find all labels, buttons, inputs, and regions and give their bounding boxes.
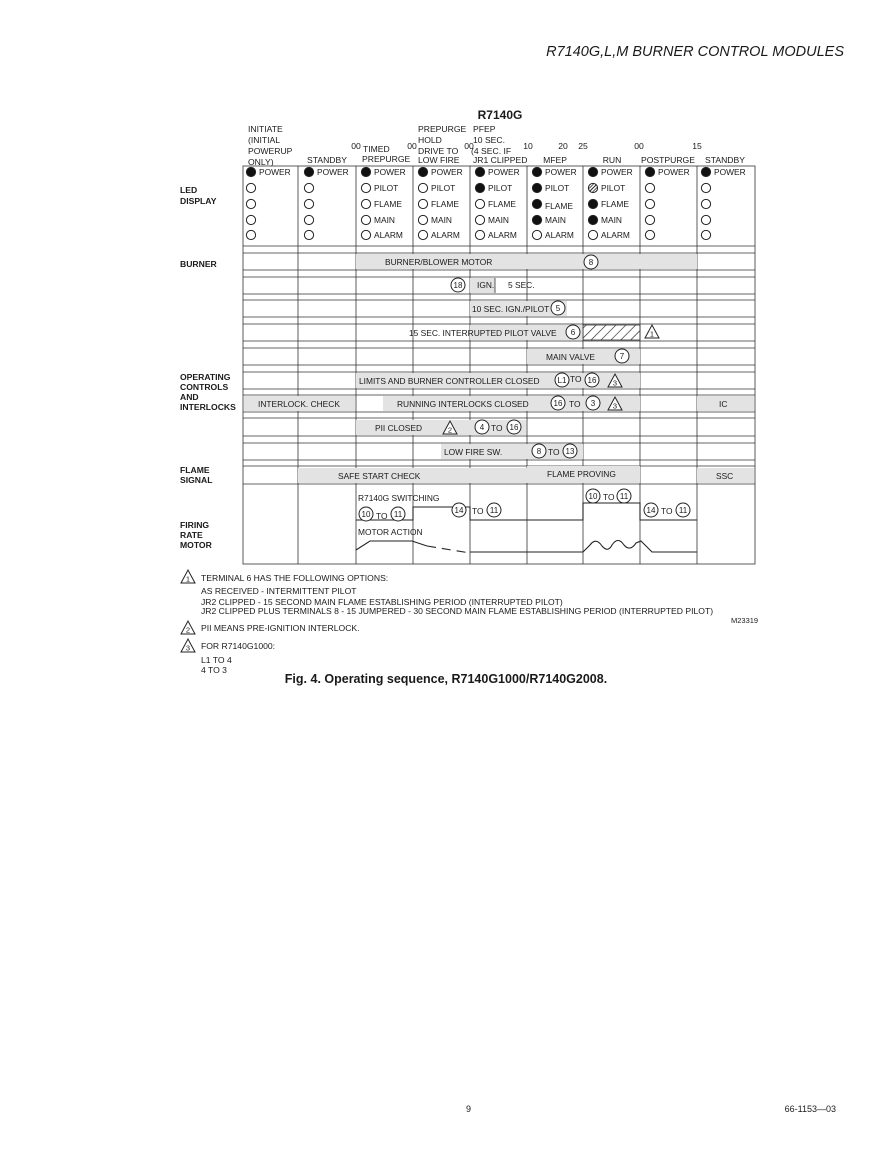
terminal-3: 3	[590, 399, 596, 408]
led-label-power: POWER	[488, 167, 520, 177]
led-label-main: MAIN	[431, 215, 452, 225]
led-alarm	[475, 230, 484, 239]
svg-text:TIMED: TIMED	[363, 144, 390, 154]
led-label-alarm: ALARM	[601, 230, 630, 240]
svg-text:PREPURGE: PREPURGE	[418, 124, 467, 134]
pii-closed-label: PII CLOSED	[375, 423, 423, 433]
led-power	[588, 167, 597, 176]
svg-text:AND: AND	[180, 392, 199, 402]
svg-text:DRIVE TO: DRIVE TO	[418, 146, 459, 156]
row-label-operating-controls	[180, 372, 236, 412]
svg-text:LED: LED	[180, 185, 198, 195]
terminal-14: 14	[646, 506, 656, 515]
led-label-flame: FLAME	[374, 199, 402, 209]
led-alarm	[532, 230, 541, 239]
led-main	[475, 215, 484, 224]
note-marker-3: 3	[185, 643, 191, 653]
led-flame	[304, 199, 313, 208]
led-power	[645, 167, 654, 176]
to-label: TO	[661, 506, 673, 516]
note-marker-1: 1	[649, 329, 655, 339]
note-marker-2: 2	[447, 425, 453, 435]
phase-header-run: RUN	[602, 155, 622, 165]
motor-action-dashed	[427, 546, 470, 553]
led-label-flame: FLAME	[431, 199, 459, 209]
phase-header-initiate	[248, 124, 293, 167]
phase-header-standby: STANDBY	[307, 155, 347, 165]
to-label: TO	[376, 511, 388, 521]
led-flame	[701, 199, 710, 208]
svg-text:MOTOR: MOTOR	[180, 540, 212, 550]
interlock-check-label: INTERLOCK. CHECK	[258, 399, 340, 409]
led-label-pilot: PILOT	[601, 183, 626, 193]
led-main	[532, 215, 541, 224]
led-pilot	[532, 183, 541, 192]
led-label-power: POWER	[714, 167, 746, 177]
terminal-11: 11	[489, 506, 499, 515]
page-number: 9	[466, 1104, 472, 1114]
svg-text:00: 00	[351, 141, 361, 151]
led-label-flame: FLAME	[545, 201, 573, 211]
terminal-8: 8	[588, 258, 594, 267]
terminal-8: 8	[536, 447, 542, 456]
led-label-power: POWER	[374, 167, 406, 177]
svg-text:10 SEC.: 10 SEC.	[473, 135, 506, 145]
led-pilot	[361, 183, 370, 192]
phase-header-timed-prepurge	[362, 144, 410, 164]
int-pilot-label: 15 SEC. INTERRUPTED PILOT VALVE	[409, 328, 557, 338]
main-valve-label: MAIN VALVE	[546, 352, 596, 362]
led-flame	[532, 199, 541, 208]
terminal-18: 18	[453, 281, 463, 290]
led-alarm	[246, 230, 255, 239]
led-label-alarm: ALARM	[545, 230, 574, 240]
terminal-7: 7	[619, 352, 625, 361]
svg-text:00: 00	[407, 141, 417, 151]
led-flame	[475, 199, 484, 208]
svg-text:FOR R7140G1000:: FOR R7140G1000:	[201, 641, 276, 651]
ic-label: IC	[719, 399, 728, 409]
motor-action-label: MOTOR ACTION	[358, 527, 423, 537]
terminal-6: 6	[570, 328, 576, 337]
int-pilot-hatch	[583, 325, 640, 340]
led-flame	[588, 199, 597, 208]
terminal-11: 11	[393, 510, 403, 519]
svg-text:(INITIAL: (INITIAL	[248, 135, 280, 145]
led-label-power: POWER	[545, 167, 577, 177]
led-label-main: MAIN	[374, 215, 395, 225]
to-label: TO	[491, 423, 503, 433]
terminal-16: 16	[553, 399, 563, 408]
svg-text:00: 00	[464, 141, 474, 151]
figure-caption: Fig. 4. Operating sequence, R7140G1000/R7140G2008.	[284, 672, 608, 686]
svg-text:DISPLAY: DISPLAY	[180, 196, 217, 206]
led-label-power: POWER	[317, 167, 349, 177]
phase-header-pfep	[471, 124, 527, 165]
led-label-pilot: PILOT	[374, 183, 399, 193]
led-flame	[361, 199, 370, 208]
low-fire-label: LOW FIRE SW.	[444, 447, 503, 457]
svg-text:SIGNAL: SIGNAL	[180, 475, 213, 485]
led-label-main: MAIN	[601, 215, 622, 225]
timeline-marks	[351, 141, 702, 151]
led-pilot	[475, 183, 484, 192]
svg-text:25: 25	[578, 141, 588, 151]
note-marker-3: 3	[612, 378, 618, 388]
phase-header-mfep: MFEP	[543, 155, 567, 165]
to-label: TO	[603, 492, 615, 502]
led-pilot	[645, 183, 654, 192]
to-label: TO	[569, 399, 581, 409]
led-label-power: POWER	[431, 167, 463, 177]
led-power	[304, 167, 313, 176]
terminal-10: 10	[588, 492, 598, 501]
switching-label: R7140G SWITCHING	[358, 493, 440, 503]
svg-text:POWERUP: POWERUP	[248, 146, 293, 156]
led-main	[645, 215, 654, 224]
terminal-L1: L1	[557, 376, 567, 385]
led-flame	[418, 199, 427, 208]
svg-text:PFEP: PFEP	[473, 124, 496, 134]
led-label-power: POWER	[658, 167, 690, 177]
row-label-burner: BURNER	[180, 259, 217, 269]
led-label-power: POWER	[601, 167, 633, 177]
motor-action-run-curve	[470, 541, 697, 553]
svg-text:L1 TO 4: L1 TO 4	[201, 655, 232, 665]
svg-text:INTERLOCKS: INTERLOCKS	[180, 402, 236, 412]
led-label-main: MAIN	[488, 215, 509, 225]
running-interlocks-label: RUNNING INTERLOCKS CLOSED	[397, 399, 529, 409]
led-label-main: MAIN	[545, 215, 566, 225]
svg-text:PREPURGE: PREPURGE	[362, 154, 411, 164]
led-main	[588, 215, 597, 224]
svg-text:TERMINAL 6 HAS THE FOLLOWING O: TERMINAL 6 HAS THE FOLLOWING OPTIONS:	[201, 573, 389, 583]
terminal-14: 14	[454, 506, 464, 515]
note-marker-1: 1	[185, 574, 191, 584]
note-marker-2: 2	[185, 625, 191, 635]
led-label-pilot: PILOT	[431, 183, 456, 193]
svg-text:00: 00	[634, 141, 644, 151]
terminal-11: 11	[619, 492, 629, 501]
to-label: TO	[570, 374, 582, 384]
led-power	[701, 167, 710, 176]
led-power	[246, 167, 255, 176]
led-pilot	[701, 183, 710, 192]
terminal-13: 13	[565, 447, 575, 456]
svg-text:JR2 CLIPPED - 15 SECOND MAIN F: JR2 CLIPPED - 15 SECOND MAIN FLAME ESTABLISHING PERIOD (INTERRUPTED PILOT)	[201, 597, 563, 607]
ign-pilot-label: 10 SEC. IGN./PILOT	[472, 304, 550, 314]
led-flame	[246, 199, 255, 208]
led-main	[246, 215, 255, 224]
phase-header-standby-2: STANDBY	[705, 155, 745, 165]
terminal-10: 10	[361, 510, 371, 519]
blower-label: BURNER/BLOWER MOTOR	[385, 257, 493, 267]
svg-text:OPERATING: OPERATING	[180, 372, 231, 382]
motor-action-curve	[356, 541, 427, 550]
led-alarm	[645, 230, 654, 239]
phase-header-postpurge: POSTPURGE	[641, 155, 695, 165]
led-pilot	[246, 183, 255, 192]
to-label: TO	[548, 447, 560, 457]
led-alarm	[304, 230, 313, 239]
safe-start-label: SAFE START CHECK	[338, 471, 421, 481]
terminal-11: 11	[678, 506, 688, 515]
note-2: PII MEANS PRE-IGNITION INTERLOCK.	[201, 623, 360, 633]
svg-text:JR2 CLIPPED PLUS TERMINALS 8 -: JR2 CLIPPED PLUS TERMINALS 8 - 15 JUMPERED - 30 SECOND MAIN FLAME ESTABLISHING PERIOD (INTERRUPTED PILOT)	[201, 606, 714, 616]
led-label-alarm: ALARM	[488, 230, 517, 240]
note-marker-3: 3	[612, 401, 618, 411]
note-1	[201, 573, 713, 616]
svg-text:LOW FIRE: LOW FIRE	[418, 155, 460, 165]
flame-proving-label: FLAME PROVING	[547, 469, 616, 479]
led-alarm	[701, 230, 710, 239]
led-label-flame: FLAME	[601, 199, 629, 209]
svg-text:RATE: RATE	[180, 530, 203, 540]
svg-text:INITIATE: INITIATE	[248, 124, 283, 134]
document-number: 66-1153—03	[784, 1104, 836, 1114]
led-power	[532, 167, 541, 176]
svg-text:(4 SEC. IF: (4 SEC. IF	[471, 146, 512, 156]
limits-label: LIMITS AND BURNER CONTROLLER CLOSED	[359, 376, 540, 386]
svg-text:JR1 CLIPPED: JR1 CLIPPED	[473, 155, 528, 165]
svg-text:AS RECEIVED - INTERMITTENT PIL: AS RECEIVED - INTERMITTENT PILOT	[201, 586, 357, 596]
led-pilot	[418, 183, 427, 192]
led-main	[361, 215, 370, 224]
to-label: TO	[472, 506, 484, 516]
led-alarm	[588, 230, 597, 239]
five-sec-label: 5 SEC.	[508, 280, 535, 290]
led-indicators	[246, 167, 745, 240]
led-label-power: POWER	[259, 167, 291, 177]
terminal-16: 16	[587, 376, 597, 385]
led-power	[361, 167, 370, 176]
diagram-title: R7140G	[477, 108, 523, 122]
led-label-flame: FLAME	[488, 199, 516, 209]
led-main	[304, 215, 313, 224]
led-main	[701, 215, 710, 224]
running-header: R7140G,L,M BURNER CONTROL MODULES	[546, 44, 844, 60]
led-flame	[645, 199, 654, 208]
note-3	[201, 641, 275, 675]
led-power	[418, 167, 427, 176]
terminal-16: 16	[509, 423, 519, 432]
svg-text:FIRING: FIRING	[180, 520, 210, 530]
row-label-flame-signal	[180, 465, 212, 485]
led-label-alarm: ALARM	[431, 230, 460, 240]
svg-text:4 TO 3: 4 TO 3	[201, 665, 227, 675]
led-pilot	[304, 183, 313, 192]
figure-code: M23319	[731, 616, 759, 625]
ign-label: IGN.	[477, 280, 495, 290]
svg-text:15: 15	[692, 141, 702, 151]
row-label-led-display	[180, 185, 217, 206]
terminal-4: 4	[479, 423, 485, 432]
svg-text:ONLY): ONLY)	[248, 157, 274, 167]
led-label-pilot: PILOT	[488, 183, 513, 193]
svg-text:FLAME: FLAME	[180, 465, 210, 475]
led-label-alarm: ALARM	[374, 230, 403, 240]
svg-text:20: 20	[558, 141, 568, 151]
svg-text:10: 10	[523, 141, 533, 151]
led-power	[475, 167, 484, 176]
row-label-firing-rate-motor	[180, 520, 213, 550]
svg-text:HOLD: HOLD	[418, 135, 442, 145]
led-label-pilot: PILOT	[545, 183, 570, 193]
ssc-label: SSC	[716, 471, 734, 481]
svg-text:CONTROLS: CONTROLS	[180, 382, 229, 392]
led-alarm	[361, 230, 370, 239]
led-alarm	[418, 230, 427, 239]
phase-header-prepurge-hold	[418, 124, 466, 165]
terminal-5: 5	[555, 304, 561, 313]
led-main	[418, 215, 427, 224]
